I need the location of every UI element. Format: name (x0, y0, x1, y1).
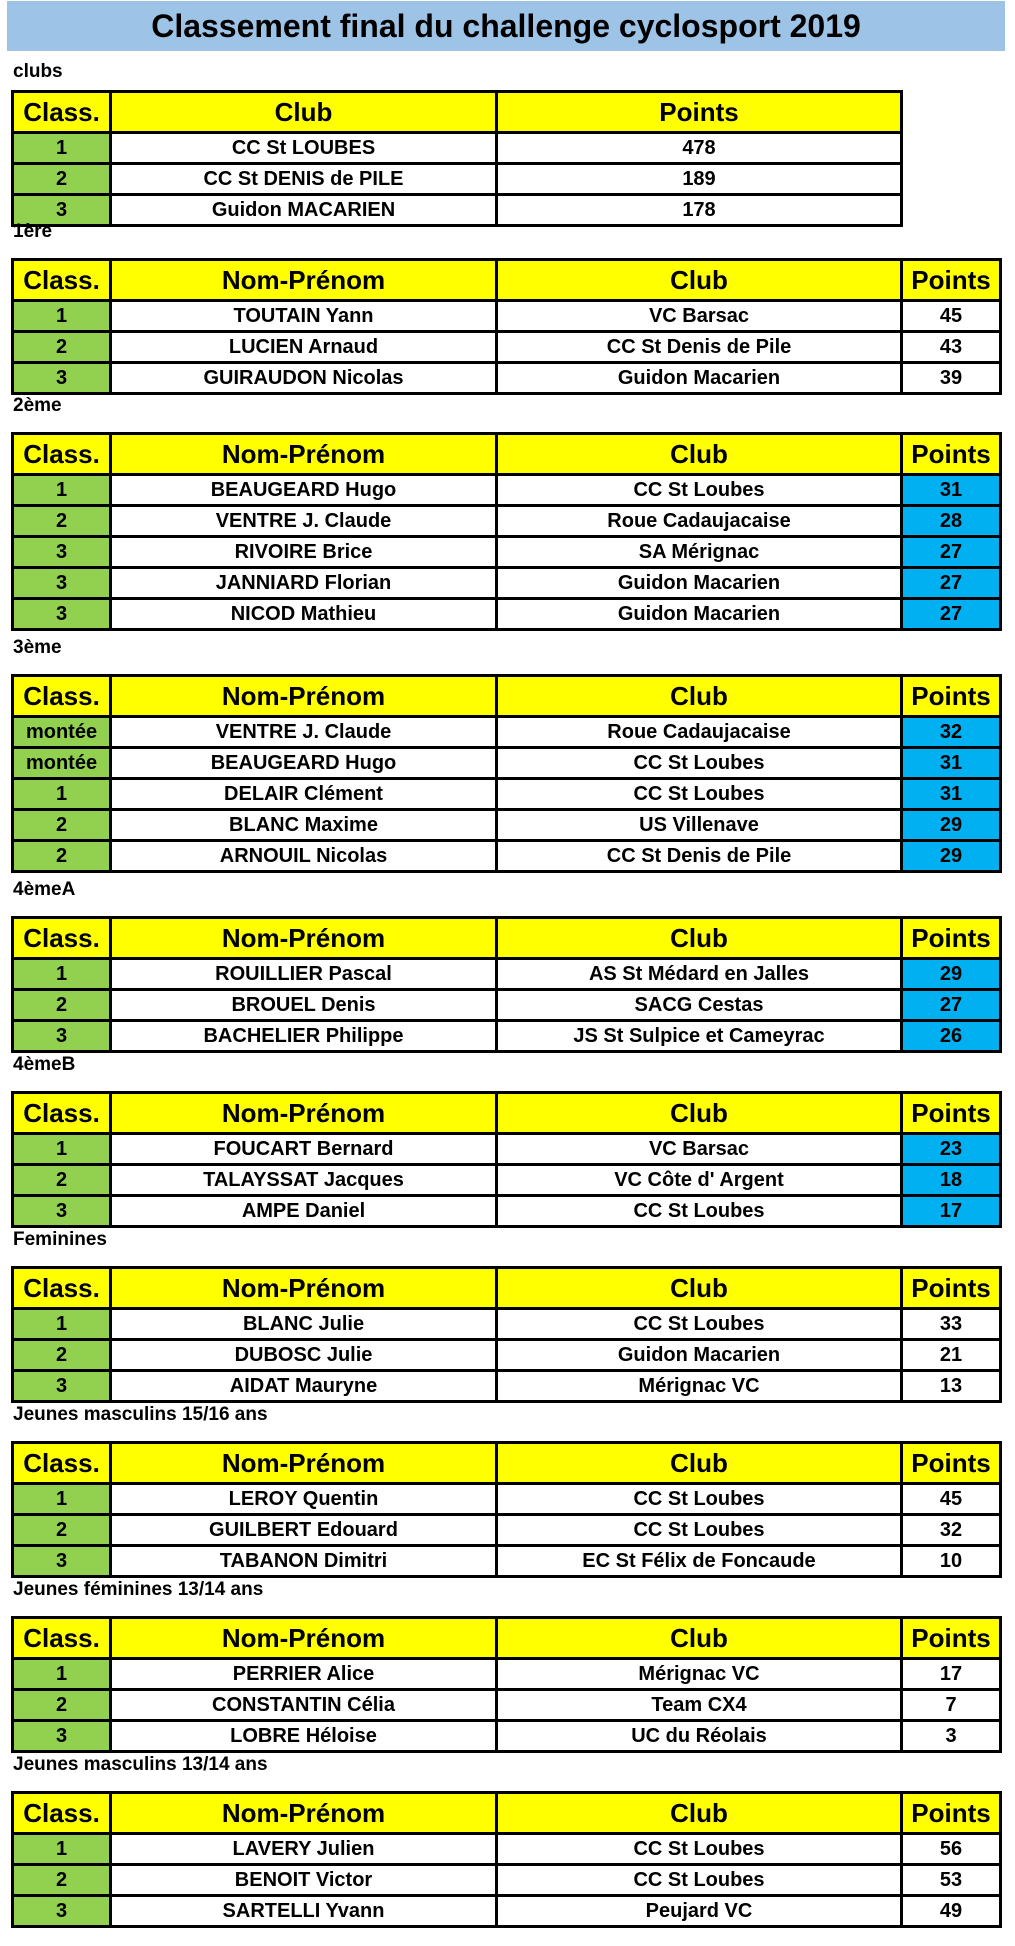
table-row (13, 810, 1001, 841)
header-club: Club (497, 1093, 902, 1134)
points-cell: 32 (902, 717, 1001, 748)
section-label: 3ème (13, 637, 62, 658)
table-header-row (13, 1793, 1001, 1834)
points-cell: 27 (902, 599, 1001, 630)
category-table (11, 1616, 1002, 1753)
name-cell: TOUTAIN Yann (111, 301, 497, 332)
header-club: Club (497, 1268, 902, 1309)
table-row (13, 717, 1001, 748)
header-name: Nom-Prénom (111, 1793, 497, 1834)
header-club: Club (497, 918, 902, 959)
header-points: Points (902, 1618, 1001, 1659)
name-cell: TABANON Dimitri (111, 1546, 497, 1577)
header-club: Club (497, 1443, 902, 1484)
points-cell: 17 (902, 1659, 1001, 1690)
club-cell: CC St DENIS de PILE (111, 164, 497, 195)
rank-cell: 3 (13, 195, 111, 226)
table-row (13, 1659, 1001, 1690)
section-label: Jeunes féminines 13/14 ans (13, 1579, 264, 1600)
rank-cell: 3 (13, 599, 111, 630)
header-points: Points (902, 1268, 1001, 1309)
table-row (13, 475, 1001, 506)
name-cell: LUCIEN Arnaud (111, 332, 497, 363)
table-row (13, 1340, 1001, 1371)
table-row (13, 748, 1001, 779)
club-cell: Guidon Macarien (497, 363, 902, 394)
points-cell: 45 (902, 301, 1001, 332)
section-label: 1ère (13, 221, 53, 242)
club-cell: Mérignac VC (497, 1371, 902, 1402)
header-points: Points (902, 1093, 1001, 1134)
points-cell: 32 (902, 1515, 1001, 1546)
category-table (11, 1091, 1002, 1228)
name-cell: DUBOSC Julie (111, 1340, 497, 1371)
table-row (13, 1546, 1001, 1577)
points-cell: 29 (902, 841, 1001, 872)
header-club: Club (497, 1618, 902, 1659)
club-cell: Guidon Macarien (497, 599, 902, 630)
points-cell: 28 (902, 506, 1001, 537)
rank-cell: 3 (13, 568, 111, 599)
table-row (13, 1690, 1001, 1721)
name-cell: PERRIER Alice (111, 1659, 497, 1690)
rank-cell: 3 (13, 1546, 111, 1577)
rank-cell: 2 (13, 506, 111, 537)
rank-cell: 3 (13, 363, 111, 394)
table-header-row (13, 1443, 1001, 1484)
name-cell: GUIRAUDON Nicolas (111, 363, 497, 394)
table-row (13, 1834, 1001, 1865)
points-cell: 29 (902, 959, 1001, 990)
points-cell: 178 (497, 195, 902, 226)
table-row (13, 1896, 1001, 1927)
points-cell: 27 (902, 990, 1001, 1021)
club-cell: Roue Cadaujacaise (497, 717, 902, 748)
points-cell: 10 (902, 1546, 1001, 1577)
clubs-table (11, 90, 903, 227)
name-cell: ROUILLIER Pascal (111, 959, 497, 990)
points-cell: 27 (902, 568, 1001, 599)
club-cell: Guidon Macarien (497, 568, 902, 599)
header-club: Club (497, 434, 902, 475)
club-cell: VC Côte d' Argent (497, 1165, 902, 1196)
header-name: Nom-Prénom (111, 260, 497, 301)
rank-cell: 2 (13, 990, 111, 1021)
name-cell: VENTRE J. Claude (111, 506, 497, 537)
points-cell: 31 (902, 779, 1001, 810)
name-cell: AMPE Daniel (111, 1196, 497, 1227)
points-cell: 18 (902, 1165, 1001, 1196)
points-cell: 45 (902, 1484, 1001, 1515)
table-header-row (13, 1268, 1001, 1309)
name-cell: SARTELLI Yvann (111, 1896, 497, 1927)
name-cell: RIVOIRE Brice (111, 537, 497, 568)
points-cell: 53 (902, 1865, 1001, 1896)
table-header-row (13, 92, 902, 133)
header-class: Class. (13, 434, 111, 475)
header-club: Club (497, 1793, 902, 1834)
table-header-row (13, 260, 1001, 301)
club-cell: UC du Réolais (497, 1721, 902, 1752)
header-points: Points (497, 92, 902, 133)
name-cell: FOUCART Bernard (111, 1134, 497, 1165)
club-cell: CC St Loubes (497, 748, 902, 779)
club-cell: VC Barsac (497, 1134, 902, 1165)
rank-cell: 3 (13, 1896, 111, 1927)
header-class: Class. (13, 918, 111, 959)
rank-cell: 3 (13, 1196, 111, 1227)
rank-cell: 2 (13, 1165, 111, 1196)
header-class: Class. (13, 676, 111, 717)
table-header-row (13, 1618, 1001, 1659)
table-row (13, 1484, 1001, 1515)
rank-cell: 2 (13, 841, 111, 872)
club-cell: JS St Sulpice et Cameyrac (497, 1021, 902, 1052)
club-cell: CC St Loubes (497, 1865, 902, 1896)
rank-cell: 1 (13, 1834, 111, 1865)
table-header-row (13, 918, 1001, 959)
rank-cell: montée (13, 748, 111, 779)
name-cell: BACHELIER Philippe (111, 1021, 497, 1052)
points-cell: 7 (902, 1690, 1001, 1721)
header-name: Nom-Prénom (111, 1268, 497, 1309)
rank-cell: 1 (13, 133, 111, 164)
table-row (13, 568, 1001, 599)
name-cell: BLANC Julie (111, 1309, 497, 1340)
rank-cell: 2 (13, 1865, 111, 1896)
points-cell: 39 (902, 363, 1001, 394)
header-name: Nom-Prénom (111, 1618, 497, 1659)
club-cell: CC St Loubes (497, 475, 902, 506)
header-name: Nom-Prénom (111, 676, 497, 717)
name-cell: GUILBERT Edouard (111, 1515, 497, 1546)
header-points: Points (902, 434, 1001, 475)
rank-cell: 2 (13, 332, 111, 363)
table-row (13, 195, 902, 226)
header-name: Nom-Prénom (111, 434, 497, 475)
rank-cell: 3 (13, 537, 111, 568)
rank-cell: 2 (13, 810, 111, 841)
section-label: Jeunes masculins 15/16 ans (13, 1404, 268, 1425)
table-row (13, 164, 902, 195)
club-cell: VC Barsac (497, 301, 902, 332)
name-cell: AIDAT Mauryne (111, 1371, 497, 1402)
category-table (11, 916, 1002, 1053)
name-cell: NICOD Mathieu (111, 599, 497, 630)
rank-cell: 2 (13, 164, 111, 195)
name-cell: LAVERY Julien (111, 1834, 497, 1865)
name-cell: TALAYSSAT Jacques (111, 1165, 497, 1196)
table-row (13, 779, 1001, 810)
rank-cell: 1 (13, 1134, 111, 1165)
club-cell: Team CX4 (497, 1690, 902, 1721)
points-cell: 189 (497, 164, 902, 195)
club-cell: Guidon Macarien (497, 1340, 902, 1371)
name-cell: BEAUGEARD Hugo (111, 475, 497, 506)
header-club: Club (111, 92, 497, 133)
name-cell: BLANC Maxime (111, 810, 497, 841)
header-club: Club (497, 260, 902, 301)
table-row (13, 1309, 1001, 1340)
points-cell: 43 (902, 332, 1001, 363)
club-cell: CC St Loubes (497, 1834, 902, 1865)
club-cell: US Villenave (497, 810, 902, 841)
header-name: Nom-Prénom (111, 1093, 497, 1134)
header-name: Nom-Prénom (111, 918, 497, 959)
table-row (13, 841, 1001, 872)
name-cell: VENTRE J. Claude (111, 717, 497, 748)
section-label: 4èmeA (13, 879, 76, 900)
club-cell: Guidon MACARIEN (111, 195, 497, 226)
points-cell: 21 (902, 1340, 1001, 1371)
table-header-row (13, 676, 1001, 717)
table-row (13, 1165, 1001, 1196)
table-row (13, 1721, 1001, 1752)
rank-cell: montée (13, 717, 111, 748)
club-cell: CC St Loubes (497, 779, 902, 810)
club-cell: SA Mérignac (497, 537, 902, 568)
category-table (11, 1441, 1002, 1578)
rank-cell: 2 (13, 1515, 111, 1546)
table-header-row (13, 434, 1001, 475)
club-cell: CC St LOUBES (111, 133, 497, 164)
rank-cell: 3 (13, 1721, 111, 1752)
points-cell: 17 (902, 1196, 1001, 1227)
header-class: Class. (13, 1793, 111, 1834)
table-row (13, 133, 902, 164)
rank-cell: 1 (13, 959, 111, 990)
points-cell: 478 (497, 133, 902, 164)
club-cell: CC St Loubes (497, 1515, 902, 1546)
header-name: Nom-Prénom (111, 1443, 497, 1484)
header-points: Points (902, 1443, 1001, 1484)
points-cell: 33 (902, 1309, 1001, 1340)
section-label: Feminines (13, 1229, 107, 1250)
name-cell: LOBRE Héloise (111, 1721, 497, 1752)
name-cell: DELAIR Clément (111, 779, 497, 810)
name-cell: BROUEL Denis (111, 990, 497, 1021)
points-cell: 31 (902, 475, 1001, 506)
name-cell: CONSTANTIN Célia (111, 1690, 497, 1721)
header-points: Points (902, 1793, 1001, 1834)
header-class: Class. (13, 260, 111, 301)
club-cell: CC St Loubes (497, 1196, 902, 1227)
page-title: Classement final du challenge cyclosport 2019 (7, 1, 1005, 51)
points-cell: 49 (902, 1896, 1001, 1927)
club-cell: EC St Félix de Foncaude (497, 1546, 902, 1577)
header-points: Points (902, 918, 1001, 959)
header-class: Class. (13, 92, 111, 133)
rank-cell: 1 (13, 1484, 111, 1515)
rank-cell: 2 (13, 1340, 111, 1371)
section-label: 2ème (13, 395, 62, 416)
club-cell: CC St Loubes (497, 1309, 902, 1340)
section-label: Jeunes masculins 13/14 ans (13, 1754, 268, 1775)
category-table (11, 1791, 1002, 1928)
table-row (13, 1865, 1001, 1896)
category-table (11, 258, 1002, 395)
name-cell: ARNOUIL Nicolas (111, 841, 497, 872)
table-row (13, 301, 1001, 332)
points-cell: 31 (902, 748, 1001, 779)
club-cell: AS St Médard en Jalles (497, 959, 902, 990)
header-points: Points (902, 676, 1001, 717)
table-row (13, 537, 1001, 568)
points-cell: 13 (902, 1371, 1001, 1402)
name-cell: JANNIARD Florian (111, 568, 497, 599)
header-class: Class. (13, 1618, 111, 1659)
table-row (13, 506, 1001, 537)
rank-cell: 1 (13, 301, 111, 332)
points-cell: 56 (902, 1834, 1001, 1865)
rank-cell: 3 (13, 1021, 111, 1052)
name-cell: LEROY Quentin (111, 1484, 497, 1515)
table-row (13, 990, 1001, 1021)
table-row (13, 363, 1001, 394)
category-table (11, 674, 1002, 873)
header-class: Class. (13, 1443, 111, 1484)
club-cell: Roue Cadaujacaise (497, 506, 902, 537)
header-points: Points (902, 260, 1001, 301)
rank-cell: 1 (13, 1659, 111, 1690)
section-label: 4èmeB (13, 1054, 76, 1075)
club-cell: SACG Cestas (497, 990, 902, 1021)
table-row (13, 959, 1001, 990)
category-table (11, 1266, 1002, 1403)
club-cell: Peujard VC (497, 1896, 902, 1927)
rank-cell: 1 (13, 779, 111, 810)
club-cell: CC St Loubes (497, 1484, 902, 1515)
category-table (11, 432, 1002, 631)
table-row (13, 1515, 1001, 1546)
rank-cell: 3 (13, 1371, 111, 1402)
points-cell: 26 (902, 1021, 1001, 1052)
rank-cell: 1 (13, 1309, 111, 1340)
club-cell: Mérignac VC (497, 1659, 902, 1690)
name-cell: BENOIT Victor (111, 1865, 497, 1896)
table-row (13, 1134, 1001, 1165)
points-cell: 29 (902, 810, 1001, 841)
table-row (13, 599, 1001, 630)
points-cell: 3 (902, 1721, 1001, 1752)
rank-cell: 1 (13, 475, 111, 506)
club-cell: CC St Denis de Pile (497, 841, 902, 872)
section-label-clubs: clubs (13, 61, 63, 82)
header-class: Class. (13, 1093, 111, 1134)
table-row (13, 1021, 1001, 1052)
table-row (13, 1196, 1001, 1227)
table-row (13, 332, 1001, 363)
club-cell: CC St Denis de Pile (497, 332, 902, 363)
header-class: Class. (13, 1268, 111, 1309)
points-cell: 23 (902, 1134, 1001, 1165)
table-header-row (13, 1093, 1001, 1134)
rank-cell: 2 (13, 1690, 111, 1721)
header-club: Club (497, 676, 902, 717)
points-cell: 27 (902, 537, 1001, 568)
name-cell: BEAUGEARD Hugo (111, 748, 497, 779)
table-row (13, 1371, 1001, 1402)
